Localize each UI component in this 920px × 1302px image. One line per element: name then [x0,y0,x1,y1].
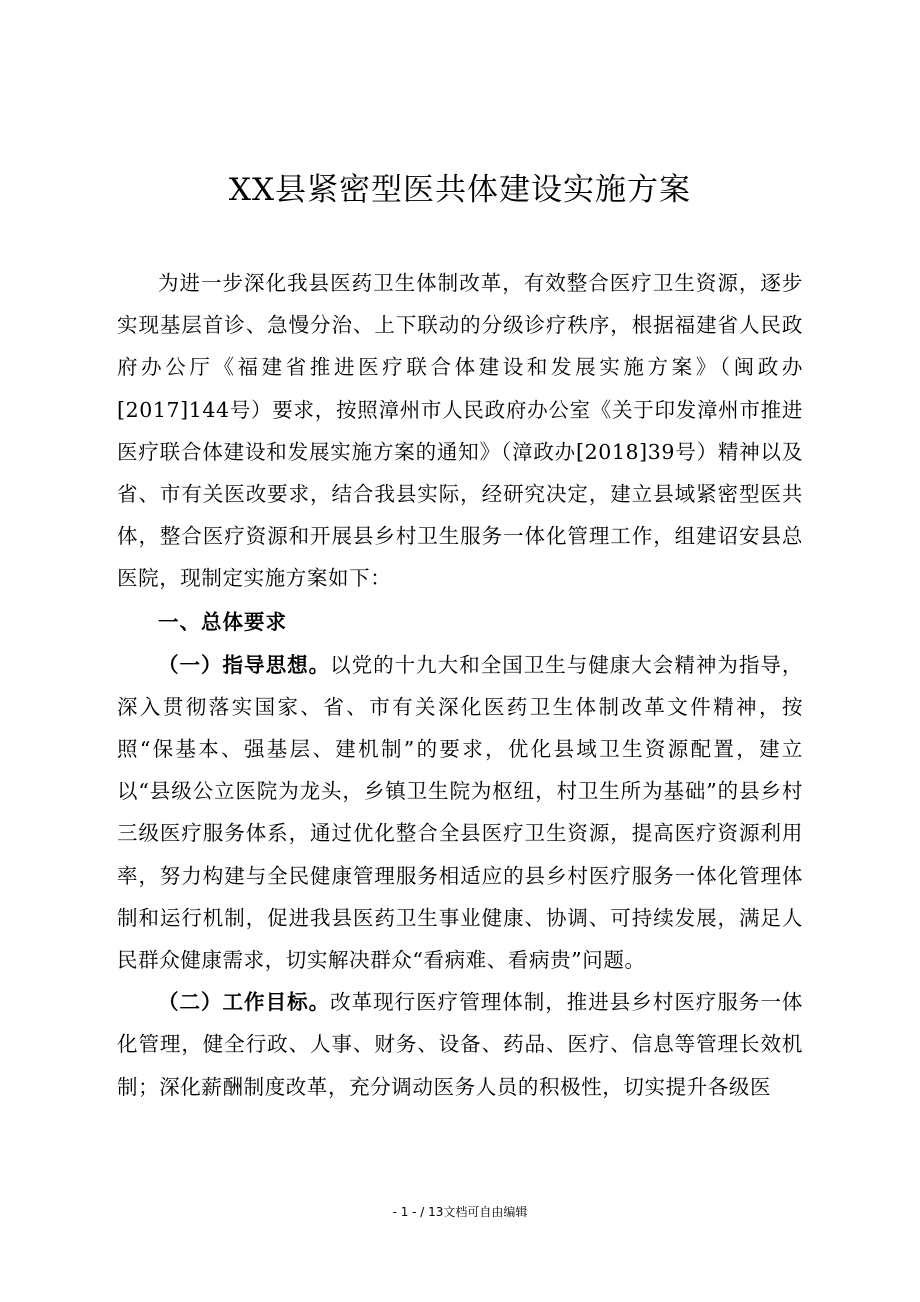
section-heading-overall-requirements: 一、总体要求 [158,609,287,634]
guiding-ideology-body: 以党的十九大和全国卫生与健康大会精神为指导，深入贯彻落实国家、省、市有关深化医药卫生体制改革文件精神，按照“保基本、强基层、建机制”的要求，优化县域卫生资源配置，建立以“县级公立医院为龙头，乡镇卫生院为枢纽，村卫生所为基础”的县乡村三级医疗服务体系，通过优化整合全县医疗卫生资源，提高医疗资源利用率，努力构建与全民健康管理服务相适应的县乡村医疗服务一体化管理体制和运行机制，促进我县医药卫生事业健康、协调、可持续发展，满足人民群众健康需求，切实解决群众“看病难、看病贵”问题。 [117,652,803,973]
guiding-ideology-lead: （一）指导思想。 [158,652,331,677]
document-title: XX县紧密型医共体建设实施方案 [228,172,692,208]
intro-paragraph: 为进一步深化我县医药卫生体制改革，有效整合医疗卫生资源，逐步实现基层首诊、急慢分治、上下联动的分级诊疗秩序，根据福建省人民政府办公厅《福建省推进医疗联合体建设和发展实施方案》（闽政办[2017]144号）要求，按照漳州市人民政府办公室《关于印发漳州市推进医疗联合体建设和发展实施方案的通知》（漳政办[2018]39号）精神以及省、市有关医改要求，结合我县实际，经研究决定，建立县域紧密型医共体，整合医疗资源和开展县乡村卫生服务一体化管理工作，组建诏安县总医院，现制定实施方案如下： [117,271,803,591]
document-body [117,262,803,1108]
page-footer: - 1 - / 13文档可自由编辑 [392,1205,528,1219]
work-goals-paragraph [117,981,803,1108]
work-goals-lead: （二）工作目标。 [158,990,331,1015]
guiding-ideology-paragraph [117,644,803,982]
work-goals-body: 改革现行医疗管理体制，推进县乡村医疗服务一体化管理，健全行政、人事、财务、设备、药品、医疗、信息等管理长效机制；深化薪酬制度改革，充分调动医务人员的积极性，切实提升各级医 [117,990,803,1099]
